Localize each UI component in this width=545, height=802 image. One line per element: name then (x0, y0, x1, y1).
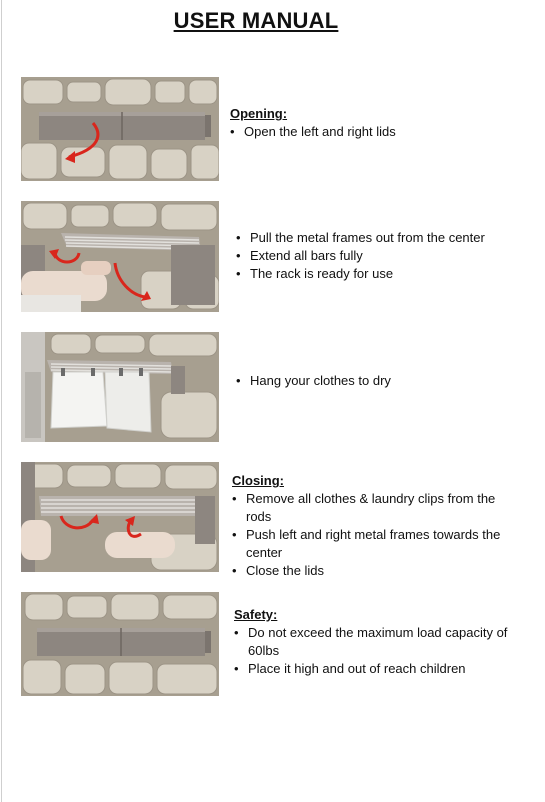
step-photo-hang (21, 332, 219, 442)
bullet-item: • Pull the metal frames out from the center (236, 229, 526, 247)
photo-rack-pulling (21, 201, 219, 312)
step-heading: Safety: (234, 607, 278, 622)
step-photo-opening (21, 77, 219, 181)
photo-rack-closed (21, 77, 219, 181)
step-text-hang (236, 372, 526, 390)
step-heading: Closing: (232, 473, 284, 488)
bullet-list (230, 123, 520, 141)
bullet-item: • The rack is ready for use (236, 265, 526, 283)
step-photo-pull-out (21, 201, 219, 312)
bullet-item: • Place it high and out of reach children (234, 660, 519, 678)
step-hang (0, 332, 545, 442)
step-text-safety (234, 606, 519, 678)
photo-clothes-hanging (21, 332, 219, 442)
bullet-item: • Open the left and right lids (230, 123, 520, 141)
step-heading: Opening: (230, 106, 288, 121)
step-text-closing (232, 472, 517, 580)
bullet-item: • Extend all bars fully (236, 247, 526, 265)
bullet-item: • Do not exceed the maximum load capacity of 60lbs (234, 624, 519, 660)
photo-rack-closed (21, 592, 219, 696)
step-opening (0, 77, 545, 181)
page-title: USER MANUAL (173, 8, 339, 33)
step-closing (0, 462, 545, 578)
step-photo-closing (21, 462, 219, 572)
bullet-list (236, 229, 526, 283)
step-photo-safety (21, 592, 219, 696)
photo-rack-pushing (21, 462, 219, 572)
bullet-list (236, 372, 526, 390)
bullet-item: • Push left and right metal frames towards the center (232, 526, 517, 562)
step-text-opening (230, 105, 520, 141)
bullet-item: • Close the lids (232, 562, 517, 580)
step-text-pull-out (236, 229, 526, 283)
bullet-item: • Remove all clothes & laundry clips from the rods (232, 490, 517, 526)
bullet-item: • Hang your clothes to dry (236, 372, 526, 390)
bullet-list (232, 490, 517, 580)
bullet-list (234, 624, 519, 678)
step-safety (0, 592, 545, 696)
step-pull-out (0, 201, 545, 312)
